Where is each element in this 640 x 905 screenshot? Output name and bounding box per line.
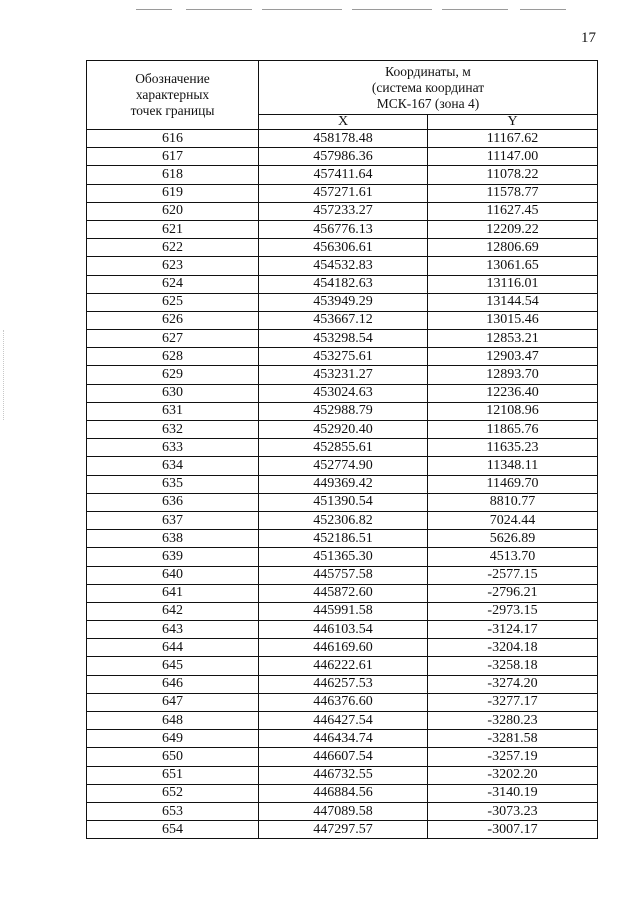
table-row xyxy=(87,784,598,802)
point-number-cell: 632 xyxy=(87,421,259,439)
y-coordinate-cell: 11469.70 xyxy=(428,475,598,493)
table-row xyxy=(87,366,598,384)
table-row xyxy=(87,475,598,493)
y-coordinate-cell: 11635.23 xyxy=(428,439,598,457)
x-coordinate-cell: 446427.54 xyxy=(259,712,428,730)
point-number-cell: 645 xyxy=(87,657,259,675)
point-designation-header xyxy=(87,61,259,130)
point-number-cell: 648 xyxy=(87,712,259,730)
y-coordinate-cell: 12236.40 xyxy=(428,384,598,402)
point-number-cell: 624 xyxy=(87,275,259,293)
x-coordinate-cell: 447297.57 xyxy=(259,821,428,839)
top-scan-rule xyxy=(262,9,342,10)
x-coordinate-cell: 452920.40 xyxy=(259,421,428,439)
table-row xyxy=(87,730,598,748)
x-coordinate-cell: 446222.61 xyxy=(259,657,428,675)
point-number-cell: 627 xyxy=(87,330,259,348)
table-row xyxy=(87,130,598,148)
y-coordinate-cell: -3257.19 xyxy=(428,748,598,766)
point-number-cell: 629 xyxy=(87,366,259,384)
table-row xyxy=(87,293,598,311)
top-scan-rule xyxy=(186,9,252,10)
table-row xyxy=(87,239,598,257)
point-number-cell: 638 xyxy=(87,530,259,548)
x-coordinate-cell: 454182.63 xyxy=(259,275,428,293)
x-coordinate-cell: 446103.54 xyxy=(259,621,428,639)
page-number: 17 xyxy=(581,30,596,46)
y-coordinate-cell: 11147.00 xyxy=(428,148,598,166)
x-coordinate-cell: 458178.48 xyxy=(259,130,428,148)
x-coordinate-cell: 452855.61 xyxy=(259,439,428,457)
x-coordinate-cell: 457271.61 xyxy=(259,184,428,202)
table-row xyxy=(87,548,598,566)
point-number-cell: 616 xyxy=(87,130,259,148)
y-coordinate-cell: 12893.70 xyxy=(428,366,598,384)
x-coordinate-cell: 447089.58 xyxy=(259,802,428,820)
x-coordinate-cell: 453298.54 xyxy=(259,330,428,348)
y-column-header: Y xyxy=(428,115,598,130)
point-number-cell: 654 xyxy=(87,821,259,839)
y-coordinate-cell: 8810.77 xyxy=(428,493,598,511)
x-coordinate-cell: 453275.61 xyxy=(259,348,428,366)
point-number-cell: 621 xyxy=(87,220,259,238)
x-column-header: X xyxy=(259,115,428,130)
y-coordinate-cell: -3204.18 xyxy=(428,639,598,657)
point-number-cell: 652 xyxy=(87,784,259,802)
point-number-cell: 642 xyxy=(87,602,259,620)
y-coordinate-cell: 11865.76 xyxy=(428,421,598,439)
y-coordinate-cell: 11627.45 xyxy=(428,202,598,220)
y-coordinate-cell: 12209.22 xyxy=(428,220,598,238)
y-coordinate-cell: 11167.62 xyxy=(428,130,598,148)
point-number-cell: 649 xyxy=(87,730,259,748)
table-body xyxy=(87,130,598,839)
point-number-cell: 618 xyxy=(87,166,259,184)
table-row xyxy=(87,311,598,329)
y-coordinate-cell: -3281.58 xyxy=(428,730,598,748)
x-coordinate-cell: 457986.36 xyxy=(259,148,428,166)
x-coordinate-cell: 446169.60 xyxy=(259,639,428,657)
table-row xyxy=(87,257,598,275)
top-scan-rule xyxy=(442,9,508,10)
table-row xyxy=(87,748,598,766)
point-number-cell: 630 xyxy=(87,384,259,402)
table-row xyxy=(87,639,598,657)
point-number-cell: 637 xyxy=(87,511,259,529)
x-coordinate-cell: 452988.79 xyxy=(259,402,428,420)
table-row xyxy=(87,511,598,529)
top-scan-rule xyxy=(352,9,432,10)
point-number-cell: 623 xyxy=(87,257,259,275)
point-number-cell: 622 xyxy=(87,239,259,257)
y-coordinate-cell: -3274.20 xyxy=(428,675,598,693)
table-row xyxy=(87,657,598,675)
point-number-cell: 636 xyxy=(87,493,259,511)
x-coordinate-cell: 446884.56 xyxy=(259,784,428,802)
x-coordinate-cell: 445757.58 xyxy=(259,566,428,584)
point-number-cell: 647 xyxy=(87,693,259,711)
table-row xyxy=(87,348,598,366)
x-coordinate-cell: 451390.54 xyxy=(259,493,428,511)
y-coordinate-cell: 5626.89 xyxy=(428,530,598,548)
boundary-coordinates-table xyxy=(86,60,598,839)
point-number-cell: 641 xyxy=(87,584,259,602)
table-row xyxy=(87,330,598,348)
point-number-cell: 625 xyxy=(87,293,259,311)
y-coordinate-cell: -2796.21 xyxy=(428,584,598,602)
y-coordinate-cell: 12108.96 xyxy=(428,402,598,420)
y-coordinate-cell: 12853.21 xyxy=(428,330,598,348)
y-coordinate-cell: 11348.11 xyxy=(428,457,598,475)
y-coordinate-cell: 7024.44 xyxy=(428,511,598,529)
top-scan-rule xyxy=(136,9,172,10)
x-coordinate-cell: 452306.82 xyxy=(259,511,428,529)
y-coordinate-cell: 13116.01 xyxy=(428,275,598,293)
y-coordinate-cell: 12806.69 xyxy=(428,239,598,257)
y-coordinate-cell: -3007.17 xyxy=(428,821,598,839)
x-coordinate-cell: 446434.74 xyxy=(259,730,428,748)
point-number-cell: 653 xyxy=(87,802,259,820)
x-coordinate-cell: 452774.90 xyxy=(259,457,428,475)
y-coordinate-cell: 13061.65 xyxy=(428,257,598,275)
x-coordinate-cell: 453949.29 xyxy=(259,293,428,311)
point-number-cell: 643 xyxy=(87,621,259,639)
y-coordinate-cell: -3277.17 xyxy=(428,693,598,711)
x-coordinate-cell: 456306.61 xyxy=(259,239,428,257)
table-row xyxy=(87,275,598,293)
table-row xyxy=(87,148,598,166)
header-line: МСК-167 (зона 4) xyxy=(376,95,480,111)
header-line: Обозначение xyxy=(135,71,210,86)
point-number-cell: 646 xyxy=(87,675,259,693)
y-coordinate-cell: -3124.17 xyxy=(428,621,598,639)
y-coordinate-cell: -3202.20 xyxy=(428,766,598,784)
header-line: (система координат xyxy=(371,79,485,95)
header-line: характерных xyxy=(135,87,210,102)
x-coordinate-cell: 457233.27 xyxy=(259,202,428,220)
point-number-cell: 650 xyxy=(87,748,259,766)
point-number-cell: 626 xyxy=(87,311,259,329)
table-row xyxy=(87,166,598,184)
table-row xyxy=(87,802,598,820)
coordinates-header xyxy=(259,61,598,115)
point-number-cell: 651 xyxy=(87,766,259,784)
table-row xyxy=(87,439,598,457)
x-coordinate-cell: 453024.63 xyxy=(259,384,428,402)
header-line: точек границы xyxy=(130,103,215,118)
table-row xyxy=(87,202,598,220)
table-row xyxy=(87,566,598,584)
x-coordinate-cell: 452186.51 xyxy=(259,530,428,548)
x-coordinate-cell: 446732.55 xyxy=(259,766,428,784)
table-row xyxy=(87,530,598,548)
point-number-cell: 644 xyxy=(87,639,259,657)
y-coordinate-cell: 12903.47 xyxy=(428,348,598,366)
point-number-cell: 631 xyxy=(87,402,259,420)
y-coordinate-cell: 13144.54 xyxy=(428,293,598,311)
point-number-cell: 640 xyxy=(87,566,259,584)
y-coordinate-cell: -3258.18 xyxy=(428,657,598,675)
x-coordinate-cell: 446257.53 xyxy=(259,675,428,693)
x-coordinate-cell: 456776.13 xyxy=(259,220,428,238)
point-number-cell: 628 xyxy=(87,348,259,366)
x-coordinate-cell: 445872.60 xyxy=(259,584,428,602)
table-row xyxy=(87,184,598,202)
y-coordinate-cell: 11078.22 xyxy=(428,166,598,184)
table-row xyxy=(87,421,598,439)
point-number-cell: 639 xyxy=(87,548,259,566)
table-row xyxy=(87,402,598,420)
x-coordinate-cell: 451365.30 xyxy=(259,548,428,566)
header-line: Координаты, м xyxy=(385,63,471,79)
y-coordinate-cell: -3140.19 xyxy=(428,784,598,802)
x-coordinate-cell: 453231.27 xyxy=(259,366,428,384)
table-row xyxy=(87,712,598,730)
top-scan-rule xyxy=(520,9,566,10)
table-row xyxy=(87,220,598,238)
left-scan-mark xyxy=(3,330,4,420)
table-row xyxy=(87,493,598,511)
table-row xyxy=(87,821,598,839)
table-row xyxy=(87,384,598,402)
point-number-cell: 619 xyxy=(87,184,259,202)
point-number-cell: 620 xyxy=(87,202,259,220)
y-coordinate-cell: -3073.23 xyxy=(428,802,598,820)
table-row xyxy=(87,766,598,784)
y-coordinate-cell: -3280.23 xyxy=(428,712,598,730)
point-number-cell: 635 xyxy=(87,475,259,493)
table-row xyxy=(87,602,598,620)
point-number-cell: 617 xyxy=(87,148,259,166)
table-row xyxy=(87,675,598,693)
table-row xyxy=(87,621,598,639)
x-coordinate-cell: 446607.54 xyxy=(259,748,428,766)
x-coordinate-cell: 457411.64 xyxy=(259,166,428,184)
x-coordinate-cell: 453667.12 xyxy=(259,311,428,329)
x-coordinate-cell: 446376.60 xyxy=(259,693,428,711)
x-coordinate-cell: 449369.42 xyxy=(259,475,428,493)
x-coordinate-cell: 445991.58 xyxy=(259,602,428,620)
point-number-cell: 633 xyxy=(87,439,259,457)
y-coordinate-cell: -2577.15 xyxy=(428,566,598,584)
y-coordinate-cell: 13015.46 xyxy=(428,311,598,329)
table-row xyxy=(87,457,598,475)
point-number-cell: 634 xyxy=(87,457,259,475)
table-row xyxy=(87,584,598,602)
table-row xyxy=(87,693,598,711)
y-coordinate-cell: 11578.77 xyxy=(428,184,598,202)
x-coordinate-cell: 454532.83 xyxy=(259,257,428,275)
y-coordinate-cell: 4513.70 xyxy=(428,548,598,566)
y-coordinate-cell: -2973.15 xyxy=(428,602,598,620)
